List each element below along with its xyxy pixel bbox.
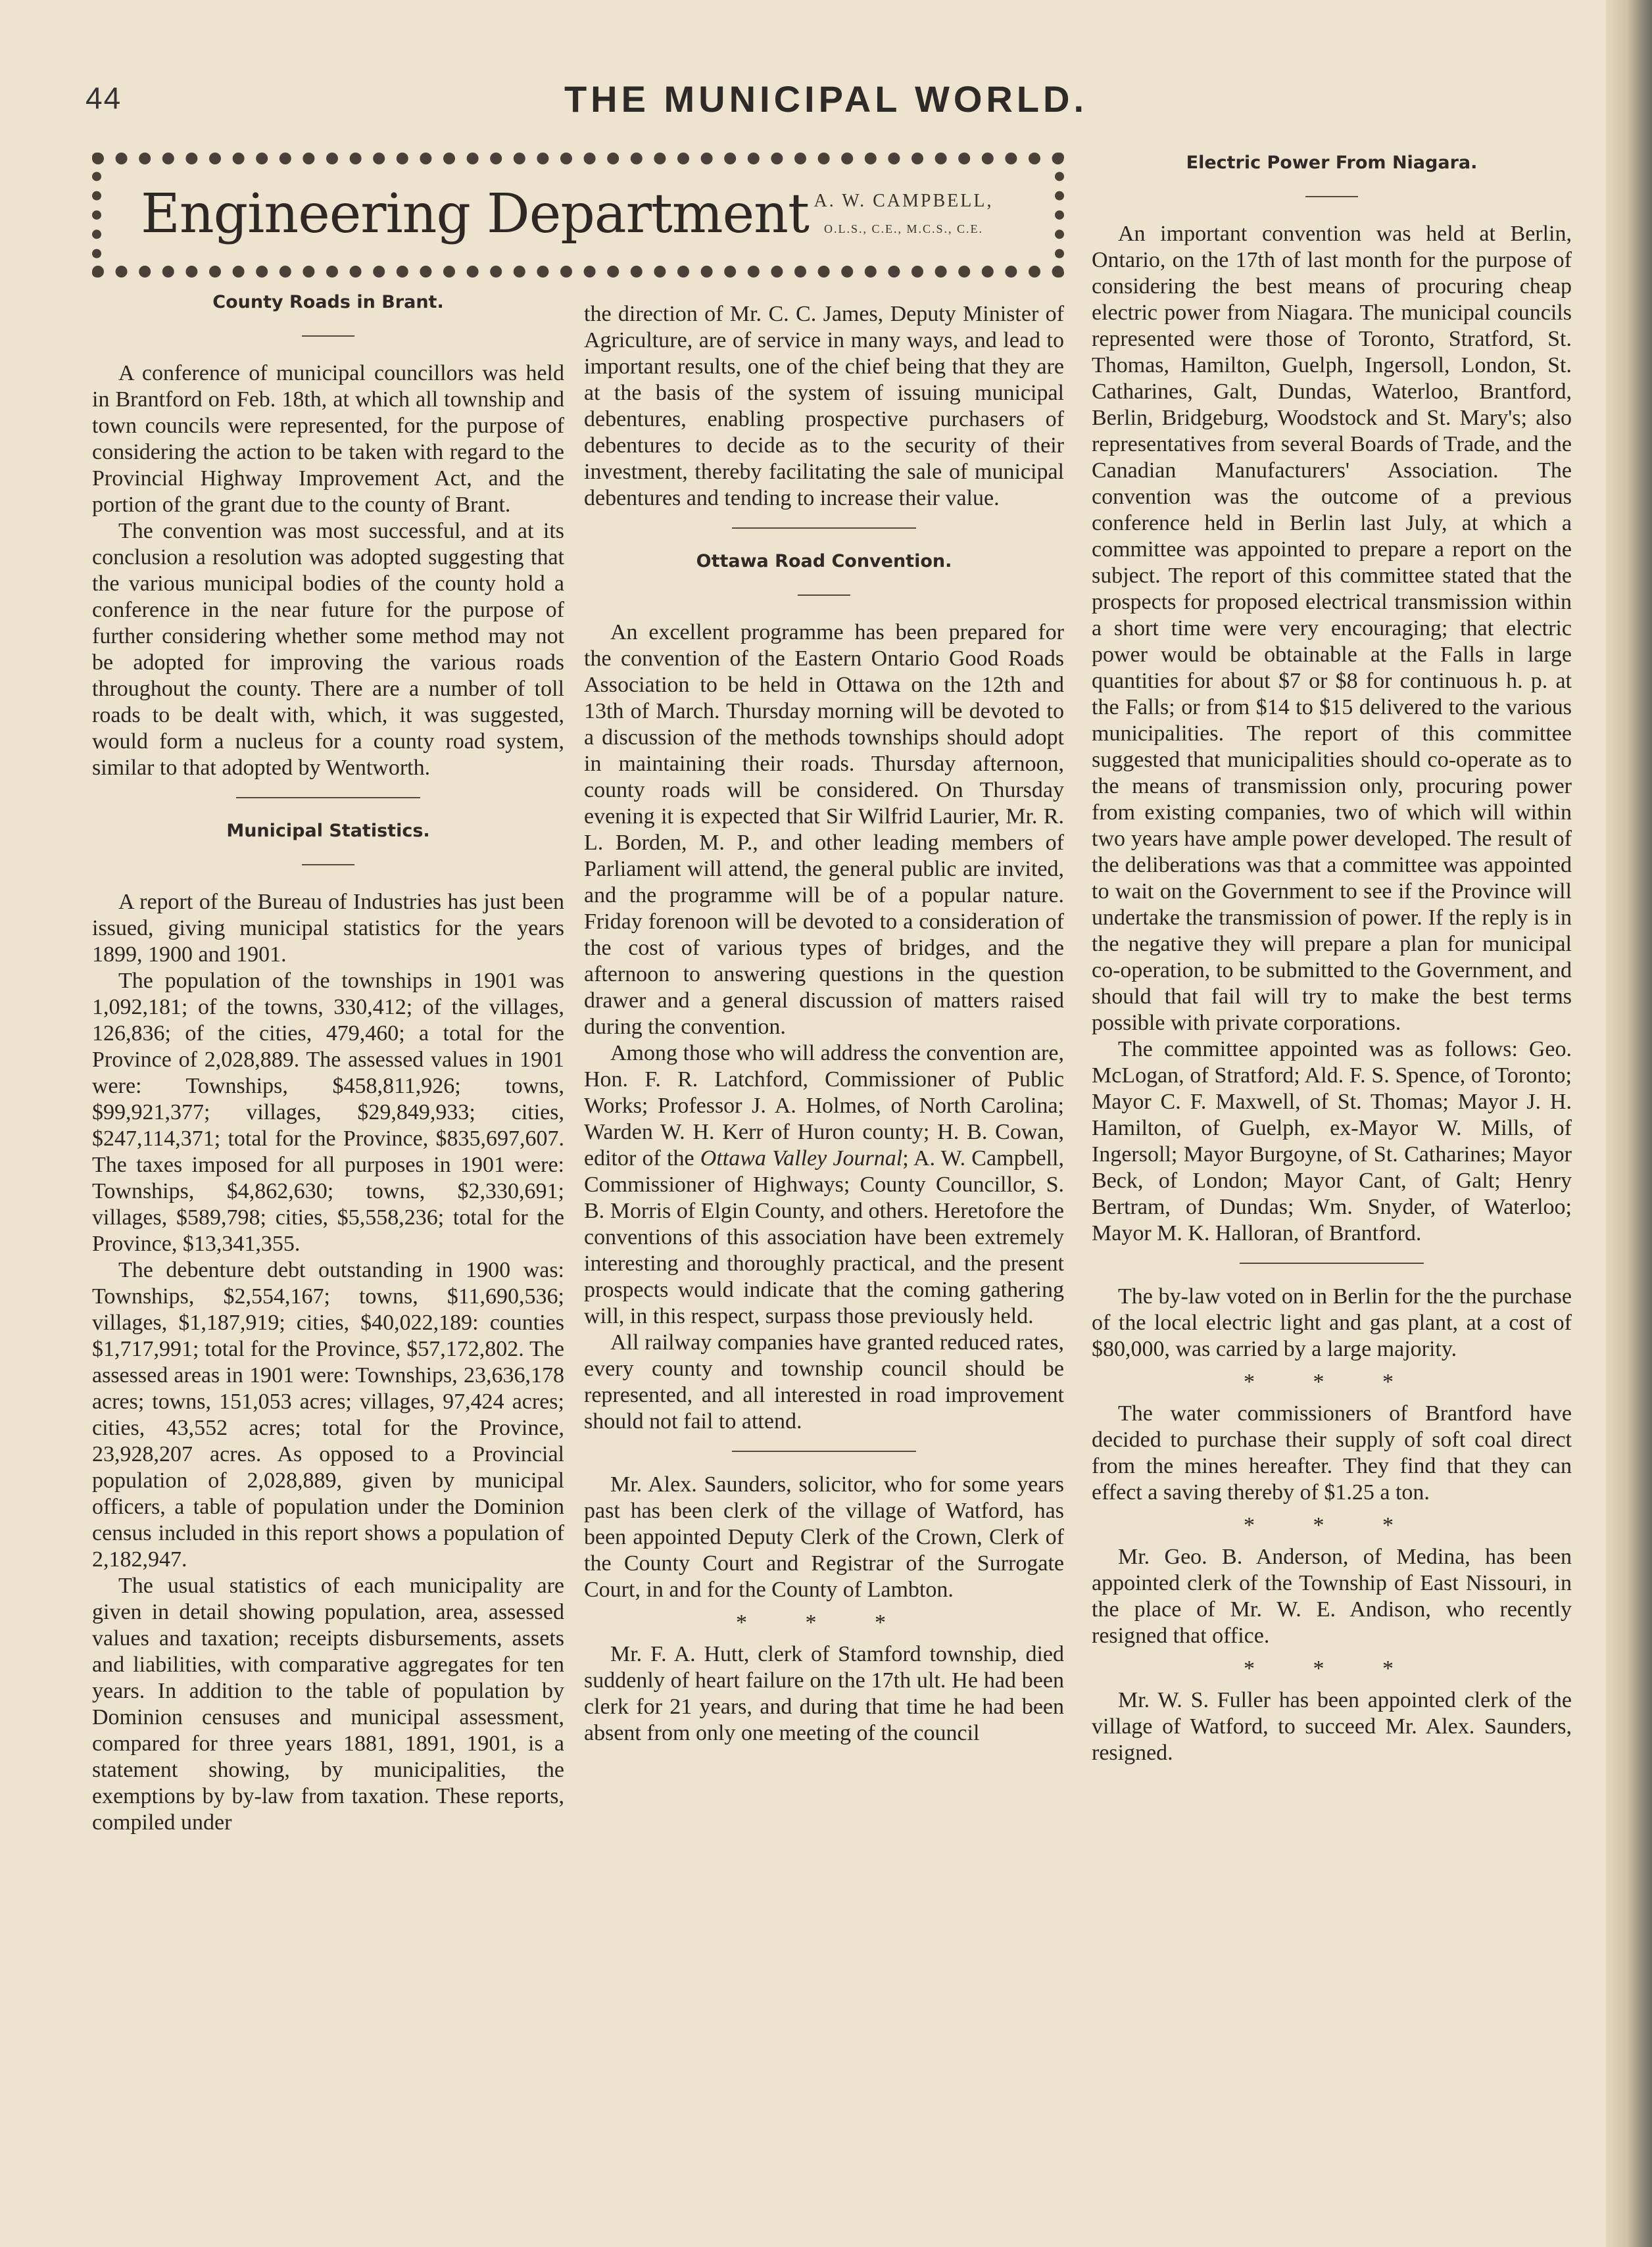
divider xyxy=(798,594,850,596)
star-separator: * * * xyxy=(1244,1513,1420,1537)
paragraph: The committee appointed was as follows: Geo. McLogan, of Stratford; Ald. F. S. Spence, of Toronto; Mayor C. F. Maxwell, of St. Thomas; Mayor J. H. Hamilton, of Guelph, ex-Mayor W. Mills, of Ingersoll; Mayor Burgoyne, of St. Catharines; Mayor Beck, of London; Mayor Cant, of Galt; Henry Bertram, of Dundas; Wm. Snyder, of Waterloo; Mayor M. K. Halloran, of Brantford. xyxy=(1092,1037,1572,1245)
paragraph: An excellent programme has been prepared for the convention of the Eastern Ontario Good Roads Association to be held in Ottawa on the 12th and 13th of March. Thursday morning will be devoted to a discussion of the methods townships should adopt in maintaining their roads. Thursday afternoon, county roads will be considered. On Thursday evening it is expected that Sir Wilfrid Laurier, Mr. R. L. Borden, M. P., and other leading members of Parliament will attend, the general public are invited, and the programme will be of a popular nature. Friday forenoon will be devoted to a consideration of the cost of various types of bridges, and the afternoon to answering questions in the question drawer and a general discussion of matters raised during the convention. xyxy=(584,620,1064,1039)
divider xyxy=(732,527,916,529)
paragraph: Mr. Geo. B. Anderson, of Medina, has been appointed clerk of the Township of East Nissouri, in the place of Mr. W. E. Andison, who recently resigned that office. xyxy=(1092,1545,1572,1648)
author-block xyxy=(785,191,1022,236)
author-degrees: O.L.S., C.E., M.C.S., C.E. xyxy=(823,222,984,235)
heading-county-roads: County Roads in Brant. xyxy=(212,292,444,312)
page-edge-shadow xyxy=(1606,0,1652,2247)
star-separator: * * * xyxy=(1244,1656,1420,1681)
column-3 xyxy=(1092,150,1572,1766)
column-1 xyxy=(92,289,564,1836)
divider xyxy=(236,797,420,798)
text-run: ; A. W. Campbell, Commissioner of Highways; County Councillor, S. B. Morris of Elgin County, and others. Heretofore the conventions of this association have been extremely interesting and thoroughly practical, and the present prospects would indicate that the coming gathering will, in this respect, surpass those previously held. xyxy=(584,1146,1064,1328)
page-number: 44 xyxy=(85,81,122,115)
paragraph xyxy=(584,1040,1064,1330)
paragraph: An important convention was held at Berlin, Ontario, on the 17th of last month for the purpose of considering the best means of procuring cheap electric power from Niagara. The municipal councils represented were those of Toronto, Stratford, St. Thomas, Hamilton, Guelph, Ingersoll, London, St. Catharines, Galt, Dundas, Waterloo, Brantford, Berlin, Bridgeburg, Woodstock and St. Mary's; also representatives from several Boards of Trade, and the Canadian Manufacturers' Association. The convention was the outcome of a previous conference held in Berlin last July, at which a committee was appointed to prepare a report on the subject. The report of this committee stated that the prospects for proposed electrical transmission within a short time were very encouraging; that electric power would be obtainable at the Falls in large quantities for about $7 or $8 for continuous h. p. at the Falls; or from $14 to $15 delivered to the various municipalities. The report of this committee suggested that municipalities should co-operate as to the means of transmission only, procuring power from existing companies, two of which will within two years have ample power developed. The result of the deliberations was that a committee was appointed to wait on the Government to see if the Province will undertake the transmission of power. If the reply is in the negative they will prepare a plan for municipal co-operation, to be submitted to the Government, and should that fail will try to make the best terms possible with private corporations. xyxy=(1092,222,1572,1035)
paragraph: The convention was most successful, and at its conclusion a resolution was adopted suggesting that the various municipal bodies of the county hold a conference in the near future for the purpose of further considering whether some method may not be adopted for improving the various roads throughout the county. There are a number of toll roads to be dealt with, which, it was suggested, would form a nucleus for a county road system, similar to that adopted by Wentworth. xyxy=(92,519,564,780)
paragraph-continued: the direction of Mr. C. C. James, Deputy Minister of Agriculture, are of service in many ways, and lead to important results, one of the chief being that they are at the basis of the system of issuing municipal debentures, enabling prospective purchasers of debentures to decide as to the security of their investment, thereby facilitating the sale of municipal debentures and tending to increase their value. xyxy=(584,302,1064,510)
paragraph: The population of the townships in 1901 was 1,092,181; of the towns, 330,412; of the villages, 126,836; of the cities, 479,460; a total for the Province of 2,028,889. The assessed values in 1901 were: Townships, $458,811,926; towns, $99,921,377; villages, $29,849,933; cities, $247,114,371; total for the Province, $835,697,607. The taxes imposed for all purposes in 1901 were: Townships, $4,862,630; towns, $2,330,691; villages, $589,798; cities, $5,558,236; total for the Province, $13,341,355. xyxy=(92,969,564,1256)
column-2 xyxy=(584,301,1064,1747)
paragraph: A report of the Bureau of Industries has just been issued, giving municipal statistics for the years 1899, 1900 and 1901. xyxy=(92,890,564,967)
heading-electric-power: Electric Power From Niagara. xyxy=(1186,153,1478,173)
journal-name: Ottawa Valley Journal xyxy=(700,1146,903,1171)
engineering-department-title: Engineering Department xyxy=(141,183,809,245)
paragraph: The usual statistics of each municipality are given in detail showing population, area, assessed values and taxation; receipts disbursements, assets and liabilities, with comparative aggregates for ten years. In addition to the table of population by Dominion censuses and municipal assessment, compared for three years 1881, 1891, 1901, is a statement showing, by municipalities, the exemptions by by-law from taxation. These reports, compiled under xyxy=(92,1574,564,1835)
paragraph: The debenture debt outstanding in 1900 was: Townships, $2,554,167; towns, $11,690,536; villages, $1,187,919; cities, $40,022,189: counties $1,717,991; total for the Province, $57,172,802. The assessed areas in 1901 were: Townships, 23,636,178 acres; towns, 151,053 acres; villages, 97,424 acres; cities, 43,552 acres; total for the Province, 23,928,207 acres. As opposed to a Provincial population of 2,028,889, given by municipal officers, a table of population under the Dominion census included in this report shows a population of 2,182,947. xyxy=(92,1258,564,1572)
paragraph: Mr. F. A. Hutt, clerk of Stamford township, died suddenly of heart failure on the 17th ult. He had been clerk for 21 years, and during that time he had been absent from only one meeting of the council xyxy=(584,1642,1064,1745)
divider xyxy=(732,1451,916,1452)
text-run: Among those who will address the convention are, Hon. F. R. Latchford, Commissioner of Public Works; Professor J. A. Holmes, of North Carolina; Warden W. H. Kerr of Huron county; H. B. Cowan, editor of the xyxy=(584,1041,1064,1171)
heading-ottawa-road-convention: Ottawa Road Convention. xyxy=(696,551,952,571)
divider xyxy=(302,864,354,865)
paragraph: Mr. W. S. Fuller has been appointed clerk of the village of Watford, to succeed Mr. Alex. Saunders, resigned. xyxy=(1092,1688,1572,1765)
paragraph: Mr. Alex. Saunders, solicitor, who for some years past has been clerk of the village of Watford, has been appointed Deputy Clerk of the Crown, Clerk of the County Court and Registrar of the Surrogate Court, in and for the County of Lambton. xyxy=(584,1472,1064,1602)
paragraph: The water commissioners of Brantford have decided to purchase their supply of soft coal direct from the mines hereafter. They find that they can effect a saving thereby of $1.25 a ton. xyxy=(1092,1401,1572,1505)
paragraph: A conference of municipal councillors was held in Brantford on Feb. 18th, at which all township and town councils were represented, for the purpose of considering the action to be taken with regard to the Provincial Highway Improvement Act, and the portion of the grant due to the county of Brant. xyxy=(92,361,564,517)
heading-municipal-statistics: Municipal Statistics. xyxy=(226,821,430,841)
divider xyxy=(1305,196,1358,197)
divider xyxy=(1240,1263,1424,1264)
author-name: A. W. CAMPBELL, xyxy=(814,191,994,211)
paragraph: The by-law voted on in Berlin for the the purchase of the local electric light and gas plant, at a cost of $80,000, was carried by a large majority. xyxy=(1092,1284,1572,1361)
star-separator: * * * xyxy=(736,1610,912,1635)
paragraph: All railway companies have granted reduced rates, every county and township council should be represented, and all interested in road improvement should not fail to attend. xyxy=(584,1330,1064,1434)
divider xyxy=(302,335,354,337)
journal-title: THE MUNICIPAL WORLD. xyxy=(564,78,1088,120)
engineering-department-header xyxy=(92,153,1064,278)
star-separator: * * * xyxy=(1244,1370,1420,1394)
